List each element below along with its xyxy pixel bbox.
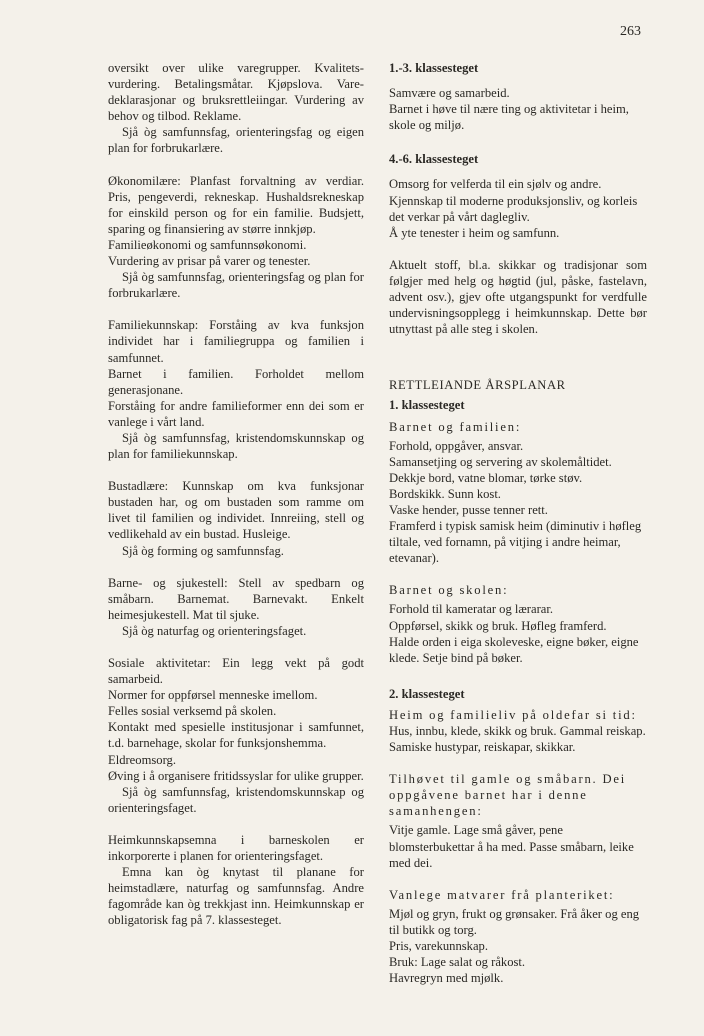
text-block <box>108 173 364 302</box>
text-line: Familieøkonomi og samfunnsøkonomi. <box>108 237 307 252</box>
text-line: Heimkunnskapsemna i barneskolen er inkorporerte i planen for orienteringsfaget. <box>108 832 364 864</box>
text-line: Framferd i typisk samisk heim (diminutiv i høfleg tiltale, ved fornamn, på vitjing i andre heimar, etevanar). <box>389 519 642 566</box>
text-line: Sjå òg samfunnsfag, orienteringsfag og plan for forbrukarlære. <box>108 270 364 301</box>
text-line: Kontakt med spesielle institusjonar i samfunnet, t.d. barnehage, skolar for funksjonshemma. <box>108 720 364 751</box>
text-line: Samansetjing og servering av skolemåltidet. <box>389 454 612 469</box>
text-line: Å yte tenester i heim og samfunn. <box>389 225 560 240</box>
text-line: Hus, innbu, klede, skikk og bruk. Gammal reiskap. Samiske hustypar, reiskapar, skikkar. <box>389 724 646 755</box>
text-line: Økonomilære: Planfast forvaltning av verdiar. Pris, pengeverdi, rekneskap. Hushaldsrekneskap for einskild person og for ein familie. Budsjett, sparing og finansiering av større innkjøp. <box>108 173 364 236</box>
text-line: Sjå òg samfunnsfag, orienteringsfag og eigen plan for forbrukarlære. <box>108 125 364 156</box>
text-line: Kjennskap til moderne produksjonsliv, og korleis det verkar på vårt daglegliv. <box>389 193 638 224</box>
text-line: Mjøl og gryn, frukt og grønsaker. Frå åker og eng til butikk og torg. <box>389 906 640 937</box>
text-block <box>108 317 364 462</box>
text-line: Emna kan òg knytast til planane for heimstadlære, naturfag og samfunnsfag. Andre fagområde kan òg trekkjast inn. Heimkunnskap er obligatorisk fag på 7. klassesteget. <box>108 865 364 928</box>
text-block <box>108 60 364 157</box>
text-line: Barnet i familien. Forholdet mellom generasjonane. <box>108 366 364 397</box>
text-line: Vaske hender, pusse tenner rett. <box>389 502 548 517</box>
text-line: Sjå òg samfunnsfag, kristendomskunnskap og plan for familiekunnskap. <box>108 430 364 462</box>
text-line: Samvære og samarbeid. <box>389 86 510 101</box>
plans-title: RETTLEIANDE ÅRSPLANAR <box>389 378 566 393</box>
text-line: Normer for oppførsel menneske imellom. <box>108 688 318 703</box>
text-line: Sjå òg naturfag og orienteringsfaget. <box>122 623 307 638</box>
text-line: Vurdering av prisar på varer og tenester. <box>108 254 311 269</box>
text-line: Bordskikk. Sunn kost. <box>389 486 501 501</box>
text-line: Forhold, oppgåver, ansvar. <box>389 438 524 453</box>
text-line: Felles sosial verksemd på skolen. <box>108 704 277 719</box>
page-number: 263 <box>620 24 641 39</box>
left-column <box>108 60 364 929</box>
text-block <box>108 832 364 929</box>
text-block <box>108 655 364 816</box>
section-heading-1-3: 1.-3. klassesteget <box>389 61 479 75</box>
topic-title: Heim og familieliv på oldefar si tid: <box>389 707 637 722</box>
text-line: Eldreomsorg. <box>108 752 176 767</box>
text-line: Vitje gamle. Lage små gåver, pene blomsterbukettar å ha med. Passe småbarn, leike med dei. <box>389 823 634 870</box>
text-line: Forståing for andre familieformer enn dei som er vanlege i vårt land. <box>108 398 364 429</box>
text-line: Havregryn med mjølk. <box>389 971 504 986</box>
text-line: Dekkje bord, vatne blomar, tørke støv. <box>389 470 583 485</box>
text-line: Bustadlære: Kunnskap om kva funksjonar bustaden har, og om bustaden som ramme om livet til familien og individet. Innreiing, stell og vedlikehald av ein bustad. Husleige. <box>108 479 364 542</box>
topic-title: Tilhøvet til gamle og småbarn. Dei oppgåvene barnet har i denne samanhengen: <box>389 772 627 819</box>
text-line: Omsorg for velferda til ein sjølv og andre. <box>389 177 602 192</box>
topic-title: Barnet og skolen: <box>389 583 509 598</box>
text-block <box>108 478 364 558</box>
topic-title: Vanlege matvarer frå planteriket: <box>389 887 615 902</box>
right-column <box>389 60 647 986</box>
section-heading-2: 2. klassesteget <box>389 686 465 701</box>
section-heading-1: 1. klassesteget <box>389 398 465 413</box>
text-block <box>108 575 364 639</box>
text-line: Pris, varekunnskap. <box>389 939 488 954</box>
text-line: Forhold til kameratar og lærarar. <box>389 602 554 617</box>
section-heading-4-6: 4.-6. klassesteget <box>389 152 479 167</box>
text-line: Familiekunnskap: Forståing av kva funksjon individet har i familiegruppa og familien i samfunnet. <box>108 318 364 365</box>
text-line: Sjå òg samfunnsfag, kristendomskunnskap og orienteringsfaget. <box>108 784 364 815</box>
text-line: Halde orden i eiga skoleveske, eigne bøker, eigne klede. Setje bind på bøker. <box>389 634 639 665</box>
paragraph-aktuelt: Aktuelt stoff, bl.a. skikkar og tradisjonar som følgjer med helg og høgtid (jul, påske, fastelavn, advent osv.), gjev ofte utgangspunkt for verdfulle undervisningsopplegg i heimkunnskap. Dette bør utnyttast på alle steg i skolen. <box>389 257 647 337</box>
text-line: oversikt over ulike varegrupper. Kvalitets-vurdering. Betalingsmåtar. Kjøpslova. Vare-deklarasjonar og bruksrettleiingar. Vurdering av behov og tilbod. Reklame. <box>108 61 364 124</box>
topic-title: Barnet og familien: <box>389 419 522 434</box>
text-line: Barnet i høve til nære ting og aktivitetar i heim, skole og miljø. <box>389 102 629 133</box>
text-line: Øving i å organisere fritidssyslar for ulike grupper. <box>108 768 364 783</box>
text-line: Sosiale aktivitetar: Ein legg vekt på godt samarbeid. <box>108 656 364 687</box>
text-line: Sjå òg forming og samfunnsfag. <box>122 543 284 558</box>
text-line: Barne- og sjukestell: Stell av spedbarn og småbarn. Barnemat. Barnevakt. Enkelt heimesjukestell. Mat til sjuke. <box>108 575 364 622</box>
text-line: Bruk: Lage salat og råkost. <box>389 955 526 970</box>
text-line: Oppførsel, skikk og bruk. Høfleg framferd. <box>389 618 607 633</box>
